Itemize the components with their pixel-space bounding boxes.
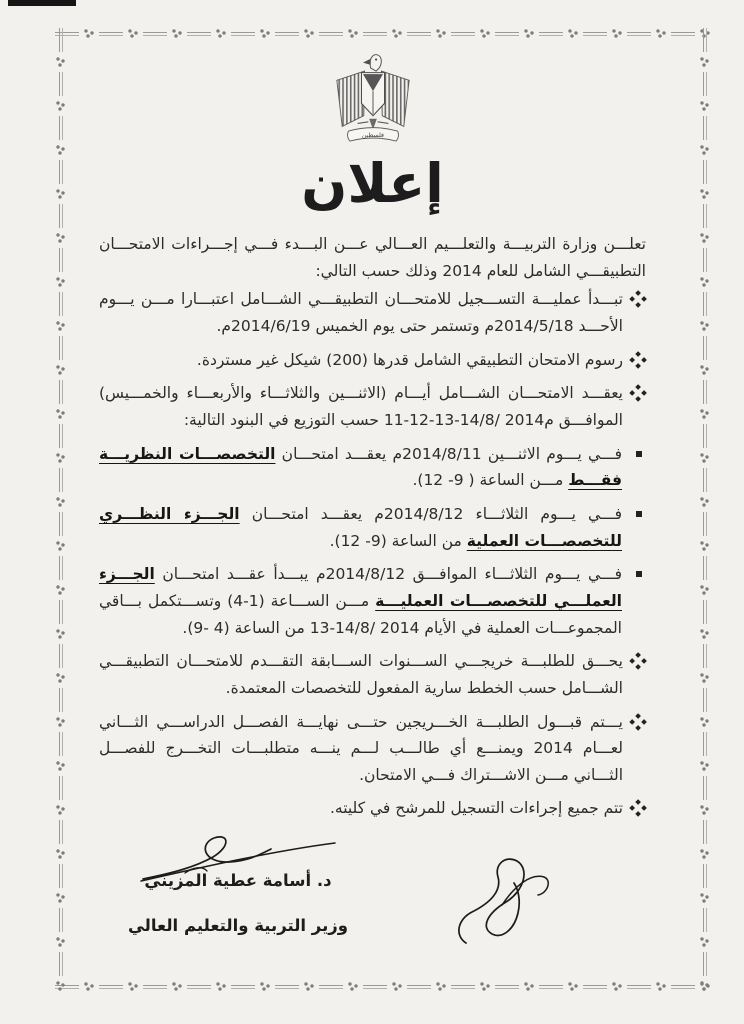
bullet-item <box>99 709 646 789</box>
text-segment: 13-14/8/ 2014 <box>309 618 420 637</box>
diamond-cluster-bullet-icon <box>631 386 646 401</box>
text-segment: فـــي يـــوم الثلاثـــاء الموافـــق 2014/8/12م يبـــدأ عقـــد امتحـــان <box>154 565 622 584</box>
diamond-cluster-bullet-icon <box>631 715 646 730</box>
palestine-eagle-emblem <box>317 48 429 148</box>
item-text <box>99 648 623 701</box>
intro-paragraph <box>99 231 646 284</box>
bullet-item <box>99 380 646 433</box>
item-text <box>99 286 623 339</box>
bullet-item <box>99 286 646 339</box>
emblem-banner-text: فلسطين <box>361 131 384 139</box>
text-segment: حسب التوزيع في البنود التالية: <box>183 410 384 429</box>
square-bullet-icon <box>636 511 642 517</box>
sub-bullet-item <box>99 501 646 554</box>
border-edge-bottom <box>55 981 711 993</box>
minister-title: وزير التربية والتعليم العالي <box>127 916 349 936</box>
text-segment: يعقـــد الامتحـــان الشـــامل أيـــام (الاثنـــين والثلاثـــاء والأربعـــاء والخمـــيس) الموافـــق <box>99 384 623 429</box>
page-title: إعلان <box>301 152 444 215</box>
text-segment: (9- 4) <box>187 618 230 637</box>
item-text <box>99 501 622 554</box>
secondary-signature-icon <box>444 847 564 952</box>
eagle-beak <box>363 59 371 65</box>
item-text <box>99 709 623 789</box>
text-segment: فـــي يـــوم الثلاثـــاء 2014/8/12م يعقـــد امتحـــان <box>239 504 622 523</box>
announcement-list <box>99 286 646 822</box>
bullet-item <box>99 648 646 701</box>
text-segment: تتم جميع إجراءات التسجيل للمرشح في كليته. <box>329 799 623 818</box>
item-text <box>99 380 623 433</box>
eagle-head <box>370 55 381 71</box>
bullet-item <box>99 347 646 374</box>
emphasized-text: التخصصـــات النظريـــة فقـــط <box>99 444 622 490</box>
item-text <box>99 347 623 374</box>
scan-artifact-mark <box>8 0 76 6</box>
item-text <box>99 441 622 494</box>
text-segment: يـــتم قبـــول الطلبـــة الخـــريجين حتـــى نهايـــة الفصـــل الدراســـي الثـــاني لعـــام 2014 ويمنـــع أي طالـــب لـــم ينـــه متطلبـــات التخـــرج للفصـــل الثـــاني مـــن الاشـــتراك فـــي الامتحان. <box>99 712 623 784</box>
text-segment: تبـــدأ عمليـــة التســـجيل للامتحـــان التطبيقـــي الشـــامل اعتبـــارا مـــن يـــوم الأحـــد 2014/5/18م وتستمر حتى يوم الخميس 2014/6/19م. <box>99 290 623 335</box>
text-segment: من الساعة <box>229 618 310 637</box>
eagle-left-wing <box>336 71 364 126</box>
bullet-item <box>99 795 646 822</box>
border-edge-right <box>699 28 711 993</box>
minister-name: د. أسامة عطية المزيني <box>144 871 332 891</box>
secondary-signature-block <box>444 847 564 956</box>
square-bullet-icon <box>636 451 642 457</box>
diamond-cluster-bullet-icon <box>631 801 646 816</box>
text-segment: مـــن الساعة ( 9- 12). <box>412 471 569 490</box>
diamond-cluster-bullet-icon <box>631 654 646 669</box>
text-segment: 11-12-13-14/8/ 2014م <box>383 410 554 429</box>
diamond-cluster-bullet-icon <box>631 353 646 368</box>
emphasized-text: الجـــزء النظـــري للتخصصـــات العملية <box>99 504 622 550</box>
eagle-eye <box>375 58 377 60</box>
minister-signature-block <box>103 829 373 935</box>
border-edge-top <box>55 28 711 40</box>
square-bullet-icon <box>636 571 642 577</box>
text-segment: وتســـتكمل بـــاقي المجموعـــات العملية في الأيام <box>99 591 622 637</box>
sub-bullet-item <box>99 441 646 494</box>
sub-bullet-item <box>99 561 646 641</box>
signature-area <box>99 829 646 979</box>
document-content <box>99 48 646 979</box>
text-segment: (4-1) <box>227 591 265 610</box>
text-segment: من الساعة (9- 12). <box>329 531 467 550</box>
eagle-right-wing <box>381 71 409 126</box>
text-segment: تعلـــن وزارة التربيـــة والتعلـــيم العـــالي عـــن البـــدء فـــي إجـــراءات الامتحـــان التطبيقـــي الشامل للعام 2014 وذلك حسب التالي: <box>99 235 646 280</box>
border-edge-left <box>55 28 67 993</box>
emphasized-text: الجـــزء العملـــي للتخصصـــات العمليـــة <box>99 565 622 610</box>
text-segment: رسوم الامتحان التطبيقي الشامل قدرها (200) شيكل غير مستردة. <box>196 350 623 369</box>
text-segment: فـــي يـــوم الاثنـــين 2014/8/11م يعقـــد امتحـــان <box>275 444 622 463</box>
item-text <box>99 795 623 822</box>
text-segment: مـــن الســـاعة <box>264 591 376 610</box>
item-text <box>99 561 622 641</box>
text-segment: يحـــق للطلبـــة خريجـــي الســـنوات الســـابقة التقـــدم للامتحـــان التطبيقـــي الشـــامل حسب الخطط سارية المفعول للتخصصات المعتمدة. <box>99 652 623 697</box>
diamond-cluster-bullet-icon <box>631 292 646 307</box>
text-segment: . <box>182 618 188 637</box>
